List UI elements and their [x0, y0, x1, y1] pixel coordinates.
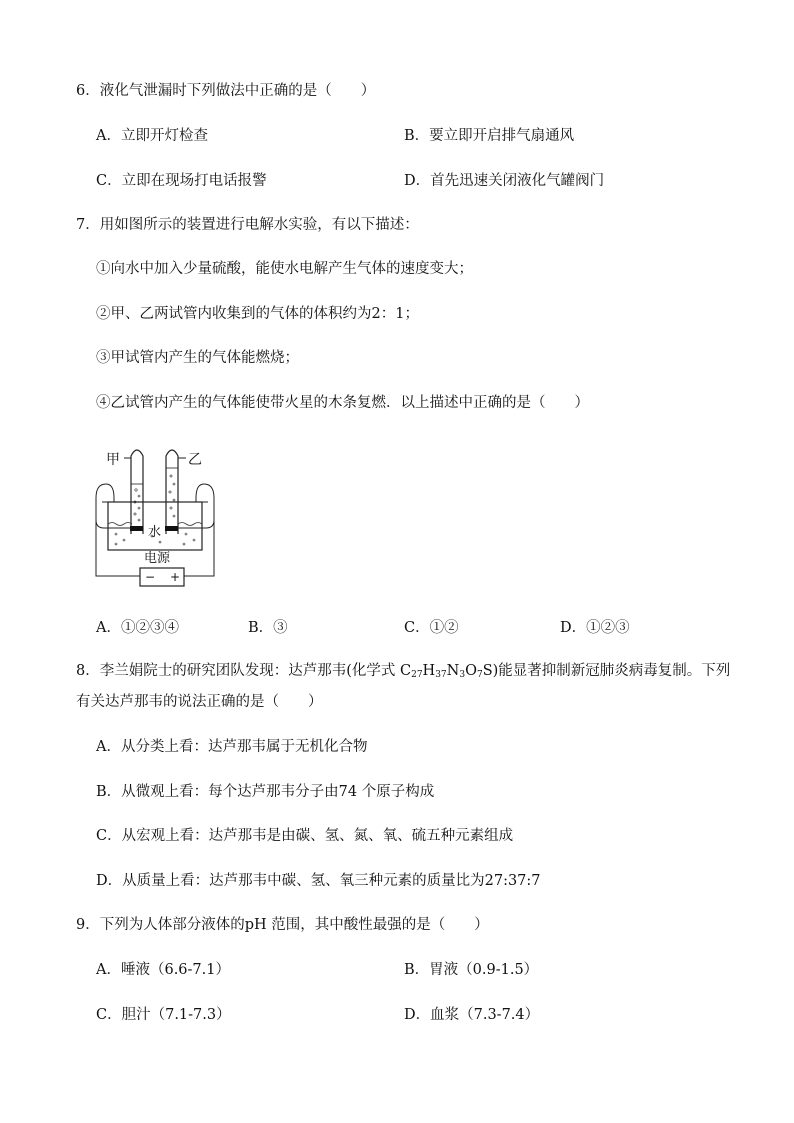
- plus-terminal: +: [170, 570, 181, 584]
- q8-stem-line1: [76, 661, 730, 685]
- label-water: 水: [148, 525, 162, 540]
- test-tube-right: [166, 450, 178, 534]
- electrode-left: [130, 526, 143, 531]
- q7-statement-2: ②甲、乙两试管内收集到的气体的体积约为2：1；: [96, 306, 419, 322]
- q6-option-d: D．首先迅速关闭液化气罐阀门: [404, 173, 605, 189]
- q8-option-d: D．从质量上看：达芦那韦中碳、氢、氧三种元素的质量比为27:37:7: [96, 873, 541, 889]
- q6-option-c: C．立即在现场打电话报警: [96, 173, 267, 189]
- q6-option-b: B．要立即开启排气扇通风: [404, 128, 575, 144]
- q7-statement-1: ①向水中加入少量硫酸，能使水电解产生气体的速度变大；: [96, 261, 473, 277]
- minus-terminal: −: [145, 570, 156, 584]
- q8-option-a: A．从分类上看：达芦那韦属于无机化合物: [96, 739, 368, 755]
- formula-sub-o: 7: [476, 670, 483, 680]
- formula-sub-h: 37: [435, 670, 447, 680]
- formula-n: N: [446, 663, 460, 679]
- q9-option-c: C．胆汁（7.1-7.3）: [96, 1007, 231, 1023]
- label-yi: 乙: [188, 452, 202, 468]
- q6-option-a: A．立即开灯检查: [96, 128, 208, 144]
- q7-option-a: A．①②③④: [96, 620, 179, 636]
- q9-option-a: A．唾液（6.6-7.1）: [96, 962, 230, 978]
- q6-stem: 6．液化气泄漏时下列做法中正确的是（ ）: [76, 83, 376, 99]
- electrode-right: [165, 526, 178, 531]
- q9-option-b: B．胃液（0.9-1.5）: [404, 962, 539, 978]
- q7-statement-4: ④乙试管内产生的气体能使带火星的木条复燃．以上描述中正确的是（ ）: [96, 395, 589, 411]
- q7-option-c: C．①②: [404, 620, 459, 636]
- test-tube-left: [131, 450, 143, 534]
- q7-stem: 7．用如图所示的装置进行电解水实验，有以下描述：: [76, 217, 419, 233]
- formula-o: O: [465, 663, 477, 679]
- q8-stem-start: 8．李兰娟院士的研究团队发现：达芦那韦(化学式 C: [76, 663, 412, 679]
- q9-option-d: D．血浆（7.3-7.4）: [404, 1007, 540, 1023]
- q8-stem-end: S)能显著抑制新冠肺炎病毒复制。下列: [482, 663, 731, 679]
- q8-stem-line2: 有关达芦那韦的说法正确的是（ ）: [76, 694, 323, 710]
- label-jia: 甲: [106, 452, 120, 468]
- q7-statement-3: ③甲试管内产生的气体能燃烧；: [96, 350, 299, 366]
- electrolysis-apparatus-figure: [94, 440, 224, 592]
- q9-stem: 9．下列为人体部分液体的pH 范围，其中酸性最强的是（ ）: [76, 917, 489, 933]
- q8-option-b: B．从微观上看：每个达芦那韦分子由74 个原子构成: [96, 784, 435, 800]
- formula-h: H: [422, 663, 436, 679]
- q7-option-b: B．③: [248, 620, 288, 636]
- label-power-source: 电源: [144, 551, 171, 566]
- formula-sub-c: 27: [411, 670, 423, 680]
- q7-option-d: D．①②③: [560, 620, 630, 636]
- formula-sub-n: 3: [459, 670, 466, 680]
- q8-option-c: C．从宏观上看：达芦那韦是由碳、氢、氮、氧、硫五种元素组成: [96, 828, 514, 844]
